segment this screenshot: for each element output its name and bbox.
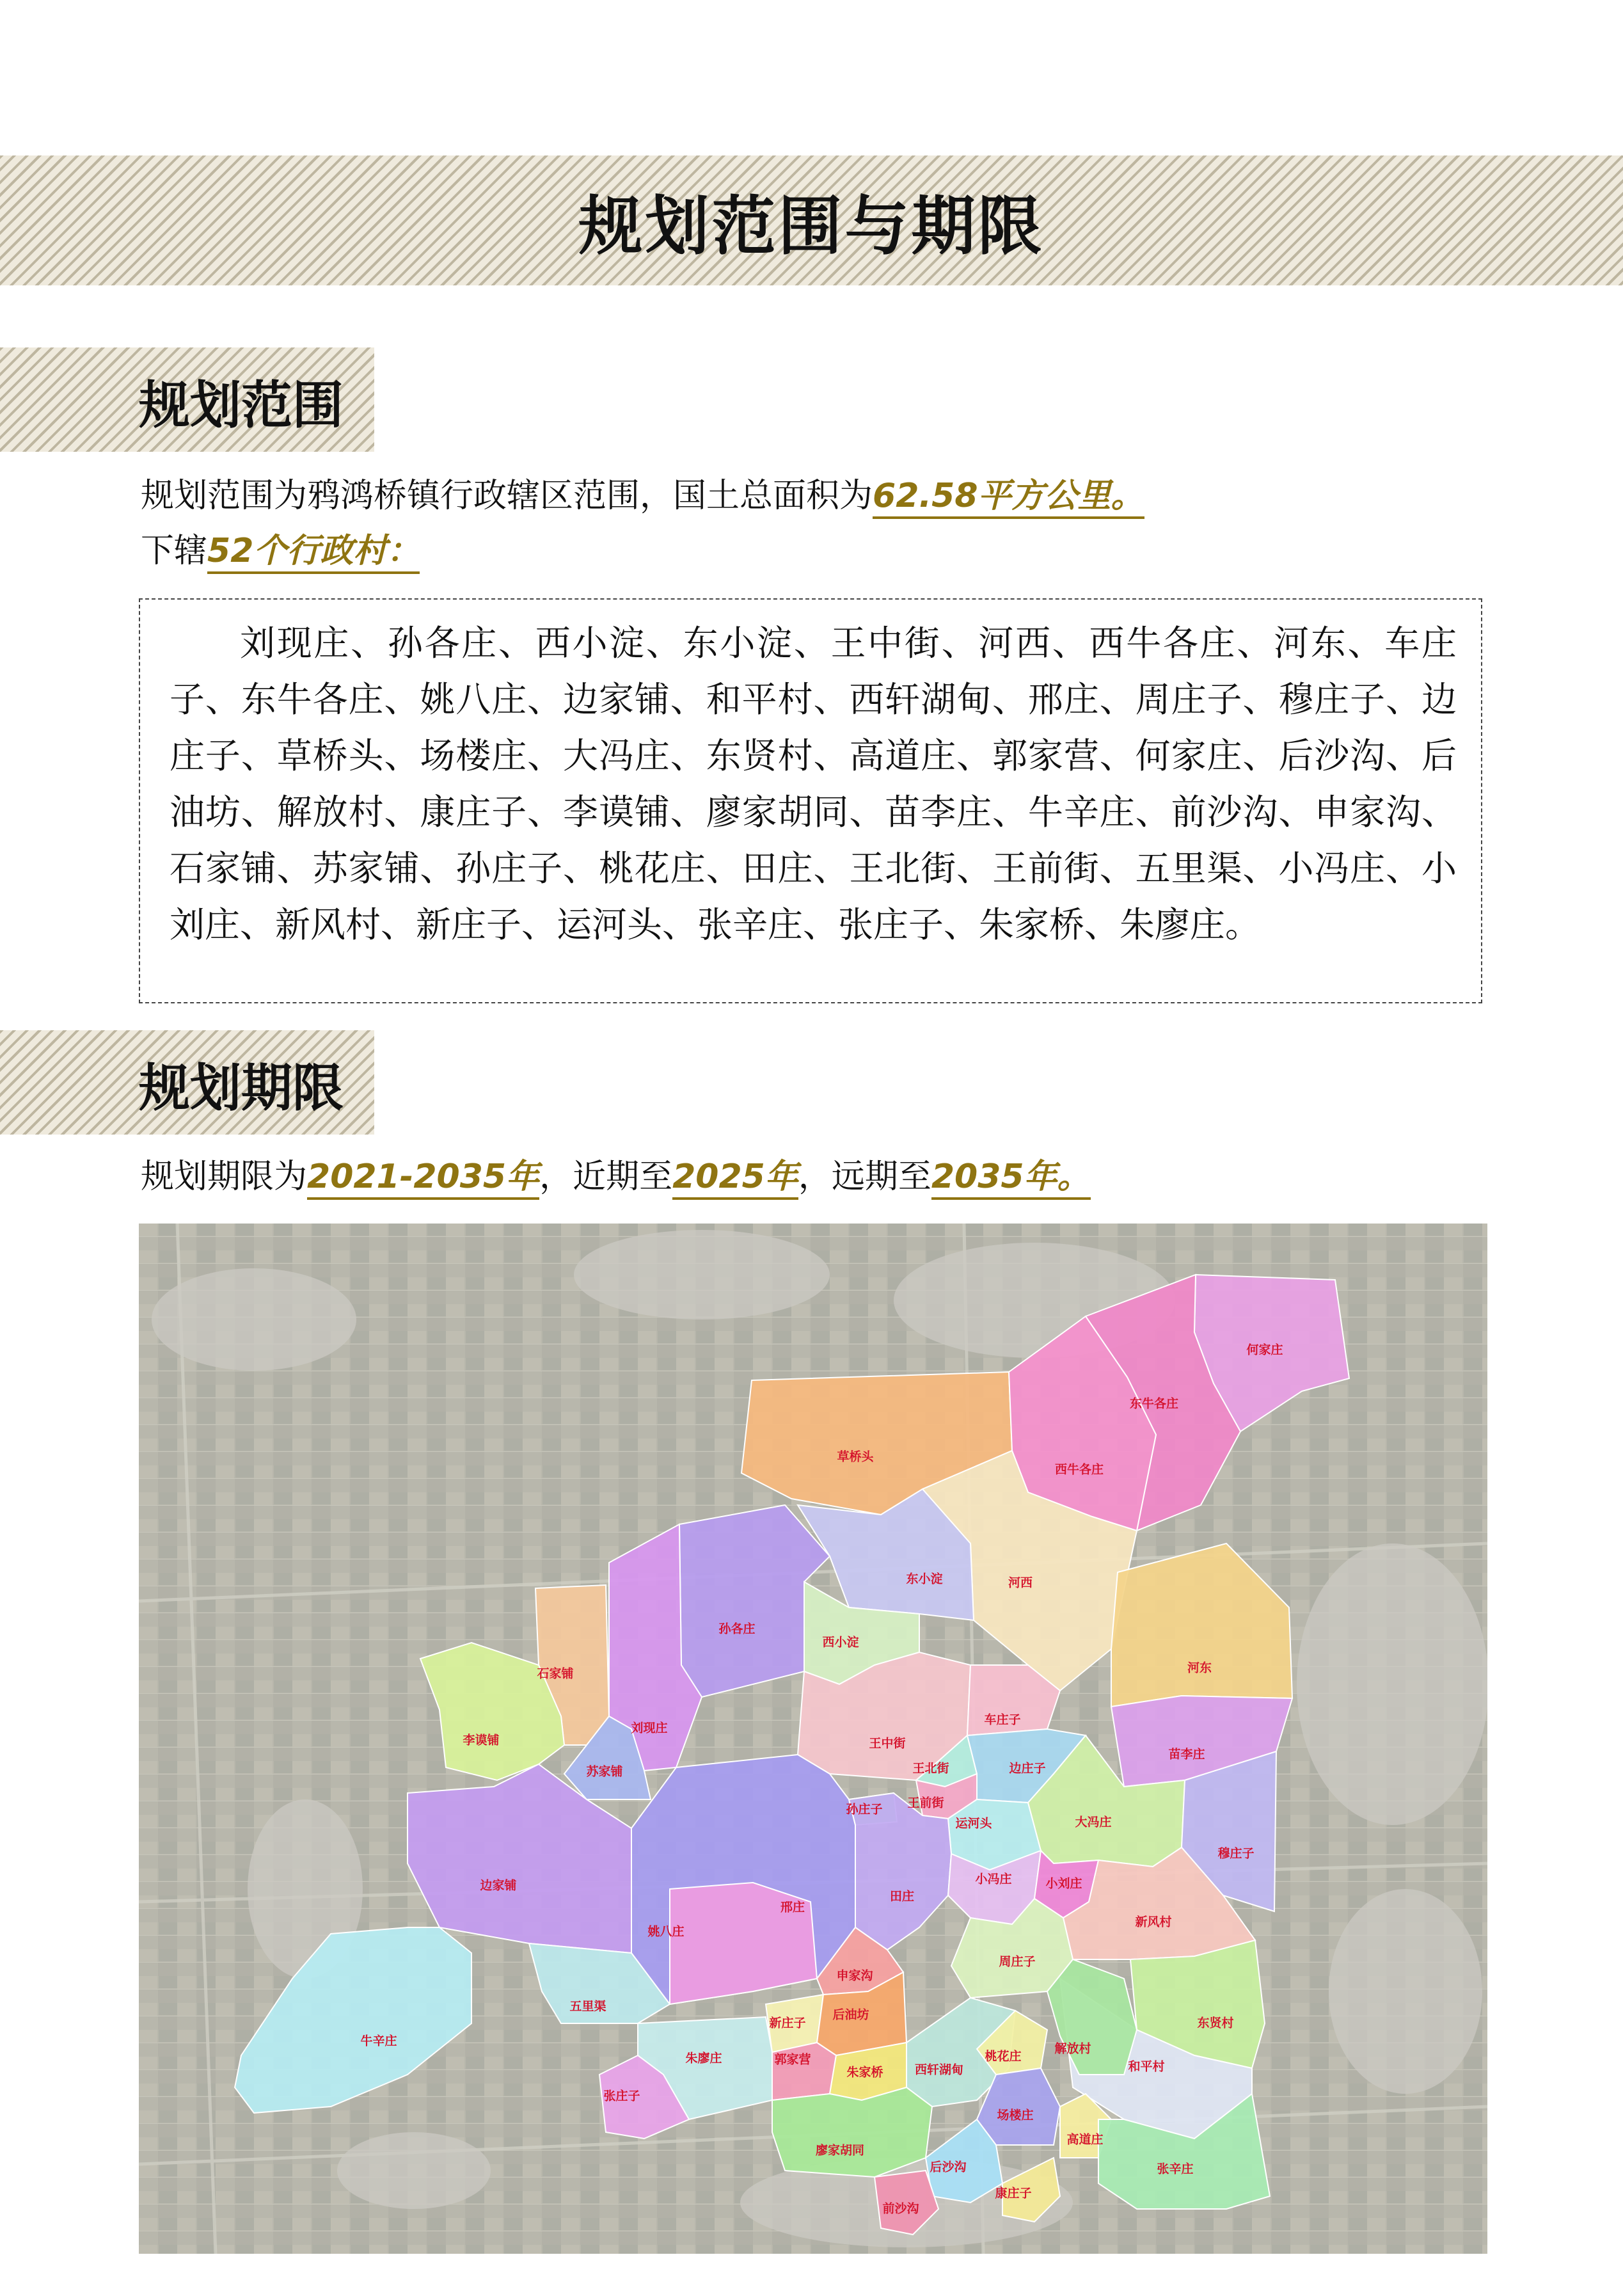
- village-label: 前沙沟: [882, 2201, 919, 2216]
- village-label: 王前街: [907, 1796, 944, 1810]
- village-label: 小刘庄: [1045, 1876, 1082, 1891]
- village-label: 边庄子: [1009, 1761, 1046, 1776]
- village-label: 河西: [1008, 1575, 1033, 1590]
- period-text-a: 规划期限为: [141, 1158, 308, 1196]
- village-label: 张辛庄: [1157, 2162, 1194, 2176]
- village-label: 苗李庄: [1168, 1747, 1205, 1762]
- village-label: 康庄子: [995, 2186, 1032, 2201]
- village-label: 西小淀: [822, 1635, 859, 1650]
- village-label: 孙庄子: [846, 1802, 883, 1817]
- village-label: 西牛各庄: [1054, 1462, 1104, 1477]
- period-text-b: ，近期至: [539, 1158, 673, 1196]
- period-text-c: ，远期至: [798, 1158, 931, 1196]
- planning-map: [139, 1224, 1487, 2254]
- village-label: 郭家营: [774, 2052, 811, 2067]
- village-label: 苏家铺: [586, 1764, 623, 1779]
- village-label: 周庄子: [999, 1954, 1036, 1969]
- village-label: 车庄子: [984, 1712, 1021, 1727]
- village-label: 西轩湖甸: [914, 2062, 964, 2077]
- village-list-text: 刘现庄、孙各庄、西小淀、东小淀、王中街、河西、西牛各庄、河东、车庄子、东牛各庄、姚八庄、边家铺、和平村、西轩湖甸、邢庄、周庄子、穆庄子、边庄子、草桥头、场楼庄、大冯庄、东贤村、高道庄、郭家营、何家庄、后沙沟、后油坊、解放村、康庄子、李谟铺、廖家胡同、苗李庄、牛辛庄、前沙沟、申家沟、石家铺、苏家铺、孙庄子、桃花庄、田庄、王北街、王前街、五里渠、小冯庄、小刘庄、新风村、新庄子、运河头、张辛庄、张庄子、朱家桥、朱廖庄。: [170, 623, 1457, 945]
- title-banner: [0, 155, 1623, 285]
- village-label: 王中街: [869, 1736, 906, 1751]
- village-label: 王北街: [912, 1761, 949, 1776]
- period-long-term-value: 2035年。: [931, 1158, 1091, 1200]
- village-label: 穆庄子: [1217, 1846, 1255, 1861]
- village-label: 朱家桥: [846, 2065, 883, 2080]
- period-near-term-value: 2025年: [672, 1158, 798, 1200]
- village-label: 后油坊: [832, 2007, 869, 2022]
- scope-heading: 规划范围: [139, 376, 344, 435]
- village-region: [772, 2043, 836, 2100]
- village-label: 孙各庄: [718, 1622, 756, 1636]
- village-label: 朱廖庄: [685, 2051, 722, 2066]
- village-label: 东贤村: [1197, 2016, 1234, 2030]
- village-label: 场楼庄: [997, 2108, 1034, 2123]
- village-label: 姚八庄: [647, 1924, 685, 1939]
- page-title: 规划范围与期限: [578, 188, 1045, 264]
- period-line: [141, 1152, 1091, 1202]
- scope-village-count-line: [141, 526, 420, 576]
- village-label: 后沙沟: [930, 2160, 967, 2174]
- village-label: 新风村: [1135, 1915, 1172, 1929]
- village-label: 五里渠: [569, 1999, 606, 2014]
- village-label: 何家庄: [1246, 1343, 1283, 1357]
- village-label: 大冯庄: [1075, 1815, 1112, 1830]
- village-label: 小冯庄: [975, 1872, 1012, 1886]
- village-region: [772, 2087, 932, 2177]
- village-label: 高道庄: [1066, 2132, 1104, 2147]
- village-label: 石家铺: [537, 1666, 574, 1681]
- planning-map-svg: [139, 1224, 1487, 2254]
- village-label: 邢庄: [780, 1900, 805, 1915]
- scope-section-header: [0, 347, 374, 452]
- village-label: 河东: [1187, 1661, 1212, 1675]
- period-section-header: [0, 1030, 374, 1135]
- village-label: 东小淀: [906, 1572, 943, 1586]
- period-range-value: 2021-2035年: [307, 1158, 539, 1200]
- village-label: 刘现庄: [631, 1721, 668, 1735]
- scope-village-count-value: 52个行政村：: [207, 532, 420, 574]
- village-label: 草桥头: [837, 1449, 874, 1464]
- village-label: 田庄: [889, 1889, 915, 1904]
- village-list-box: [139, 598, 1482, 1003]
- village-label: 新庄子: [769, 2016, 806, 2030]
- scope-area-value: 62.58平方公里。: [873, 477, 1144, 519]
- village-label: 申家沟: [836, 1968, 873, 1983]
- scope-area-line: [141, 471, 1144, 521]
- village-label: 边家铺: [480, 1878, 517, 1893]
- village-label: 和平村: [1128, 2059, 1165, 2074]
- village-label: 桃花庄: [985, 2049, 1022, 2064]
- village-label: 运河头: [955, 1816, 992, 1831]
- village-label: 解放村: [1054, 2041, 1091, 2056]
- village-label: 张庄子: [603, 2089, 640, 2103]
- village-label: 东牛各庄: [1129, 1396, 1179, 1411]
- period-heading: 规划期限: [139, 1058, 344, 1118]
- village-label: 牛辛庄: [360, 2034, 397, 2048]
- village-label: 廖家胡同: [815, 2143, 865, 2158]
- scope-area-text: 规划范围为鸦鸿桥镇行政辖区范围，国土总面积为: [141, 477, 873, 515]
- village-label: 李谟铺: [463, 1733, 500, 1748]
- scope-village-count-text: 下辖: [141, 532, 208, 570]
